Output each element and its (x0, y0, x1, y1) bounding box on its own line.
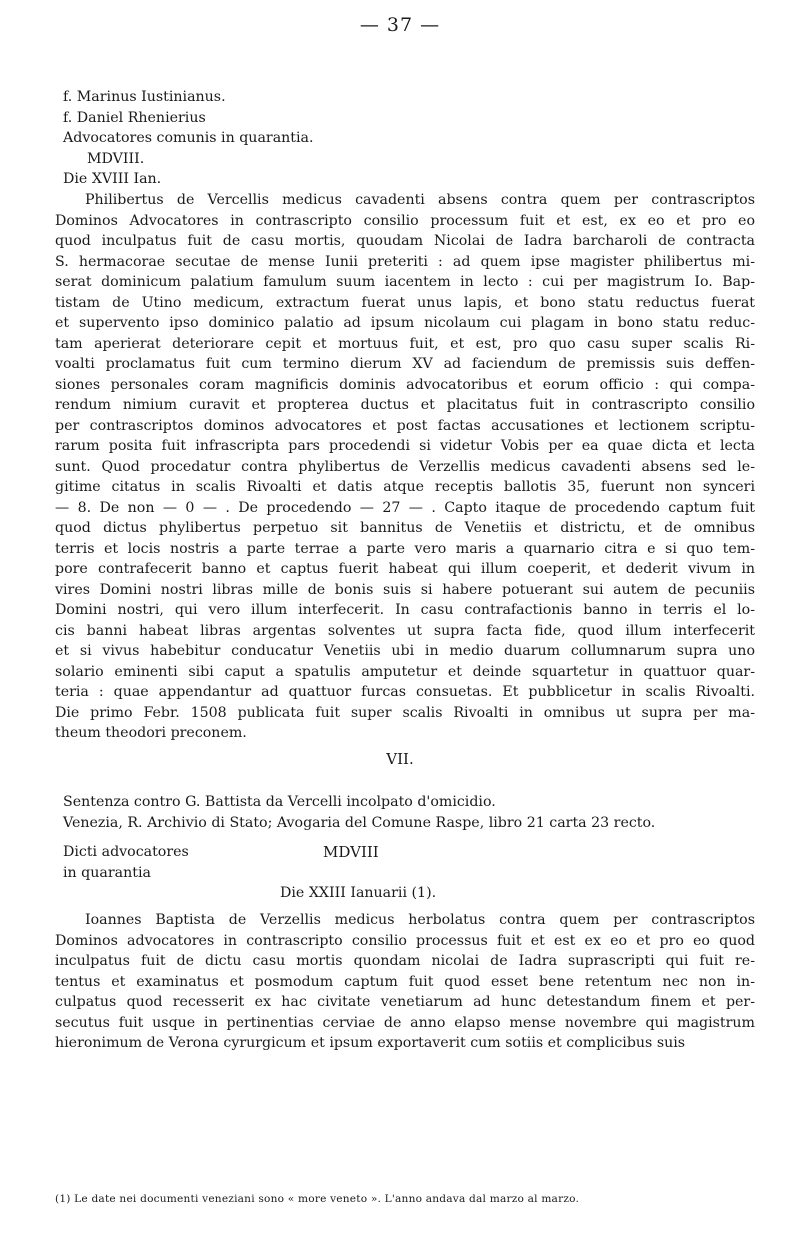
text-line: per contrascriptos dominos advocatores et post factas accusationes et lectionem scriptu- (55, 417, 755, 434)
text-line: Die primo Febr. 1508 publicata fuit super scalis Rivoalti in omnibus ut supra per ma- (55, 704, 755, 721)
section-number: VII. (386, 750, 414, 768)
text-line: tentus et examinatus et posmodum captum fuit quod esset bene retentum nec non in- (55, 973, 755, 990)
text-line: Ioannes Baptista de Verzellis medicus herbolatus contra quem per contrascriptos (85, 912, 755, 928)
text-line: Domini nostri, qui vero illum interfecerit. In casu contrafactionis banno in terris el lo- (55, 602, 755, 618)
text-line: rarum posita fuit infrascripta pars procedendi si videtur Vobis per ea quae dicta et lecta (55, 438, 755, 454)
text-line: tam aperierat deteriorare cepit et mortuus fuit, et est, pro quo casu super scalis Ri- (55, 335, 755, 352)
source-line: Venezia, R. Archivio di Stato; Avogaria del Comune Raspe, libro 21 carta 23 recto. (63, 814, 656, 831)
text-line: rendum nimium curavit et propterea ductus et placitatus fuit in contrascripto consilio (55, 397, 755, 413)
text-line: culpatus quod recesserit ex hac civitate venetiarum ad hunc detestandum finem et per- (55, 994, 755, 1010)
text-line: pore contrafecerit banno et captus fuerit habeat qui illum coeperit, et dederit vivum in (55, 561, 755, 577)
text-line: terris et locis nostris a parte terrae a parte vero maris a quarnario citra e si quo tem- (55, 540, 755, 557)
text-line: et supervento ipso dominico palatio ad ipsum nicolaum cui plagam in bono statu reduc- (55, 315, 755, 331)
text-line: solario eminenti sibi caput a spatulis amputetur et deinde squartetur in quattuor quar- (55, 663, 755, 680)
dicti-advocatores (55, 842, 755, 863)
advocatores-line: Advocatores comunis in quarantia. (63, 130, 314, 146)
text-line: Philibertus de Vercellis medicus cavadenti absens contra quem per contrascriptos (85, 192, 755, 208)
year2: MDVIII (323, 843, 379, 861)
signature-line: f. Daniel Rhenierius (63, 109, 206, 126)
date-line: Die XVIII Ian. (63, 171, 162, 187)
text-line: et si vivus habebitur conducatur Venetiis ubi in medio duarum collumnarum supra uno (55, 643, 755, 659)
text-line: gitime citatus in scalis Rivoalti et datis atque receptis ballotis 35, fuerunt non synceri (55, 479, 755, 495)
text-line: serat dominicum palatium famulum suum iacentem in lecto : cui per magistrum Io. Bap- (55, 274, 755, 290)
text-line: quod dictus phylibertus perpetuo sit bannitus de Venetiis et districtu, et de omnibus (55, 520, 755, 536)
text-line: hieronimum de Verona cyrurgicum et ipsum exportaverit cum sotiis et complicibus suis (55, 1035, 686, 1051)
text-line: quod inculpatus fuit de casu mortis, quoudam Nicolai de Iadra barcharoli de contracta (55, 233, 755, 249)
paragraph-2 (55, 910, 755, 1054)
text-line: Dominos Advocatores in contrascripto consilio processum fuit et est, ex eo et pro eo (55, 212, 755, 229)
section-header (55, 792, 755, 833)
text-line: vires Domini nostri libras mille de bonis suis si habere potuerant sui autem de pecuniis (55, 581, 755, 598)
dicti-block (55, 842, 755, 904)
text-line: Dominos advocatores in contrascripto consilio processus fuit et est ex eo et pro eo quod (55, 932, 755, 949)
header-block (55, 87, 755, 190)
text-line: S. hermacorae secutae de mense Iunii preteriti : ad quem ipse magister philibertus mi- (55, 253, 755, 270)
text-line: sunt. Quod procedatur contra phylibertus de Verzellis medicus cavadenti absens sed le- (55, 458, 755, 475)
paragraph-1 (55, 190, 755, 744)
signature-line: f. Marinus Iustinianus. (63, 89, 226, 105)
text-line: secutus fuit usque in pertinentias cerviae de anno elapso mense novembre qui magistrum (55, 1014, 755, 1031)
text-line: voalti proclamatus fuit cum termino dierum XV ad faciendum de premissis suis deffen- (55, 356, 755, 372)
text-line: cis banni habeat libras argentas solventes ut supra facta fide, quod illum interfecerit (55, 622, 755, 639)
year-line: MDVIII. (87, 150, 145, 167)
in-quarantia: in quarantia (63, 864, 151, 881)
dicti-label: Dicti advocatores (63, 844, 189, 860)
text-line: teria : quae appendantur ad quattuor furcas consuetas. Et pubblicetur in scalis Rivoalti. (55, 684, 755, 700)
text-line: tistam de Utino medicum, extractum fuerat unus lapis, et bono statu reductus fuerat (55, 294, 755, 311)
page-number: — 37 — (359, 14, 441, 36)
date-line-2: Die XXIII Ianuarii (1). (280, 885, 437, 901)
text-line: inculpatus fuit de dictu casu mortis quondam nicolai de Iadra suprascripti qui fuit re- (55, 953, 755, 969)
section-title: Sentenza contro G. Battista da Vercelli incolpato d'omicidio. (63, 794, 496, 810)
text-line: theum theodori preconem. (55, 725, 247, 741)
text-line: — 8. De non — 0 — . De procedendo — 27 — . Capto itaque de procedendo captum fuit (55, 499, 755, 516)
footnote: (1) Le date nei documenti veneziani sono « more veneto ». L'anno andava dal marzo al marzo. (55, 1193, 580, 1205)
text-line: siones personales coram magnificis dominis advocatoribus et eorum officio : qui compa- (55, 376, 755, 393)
